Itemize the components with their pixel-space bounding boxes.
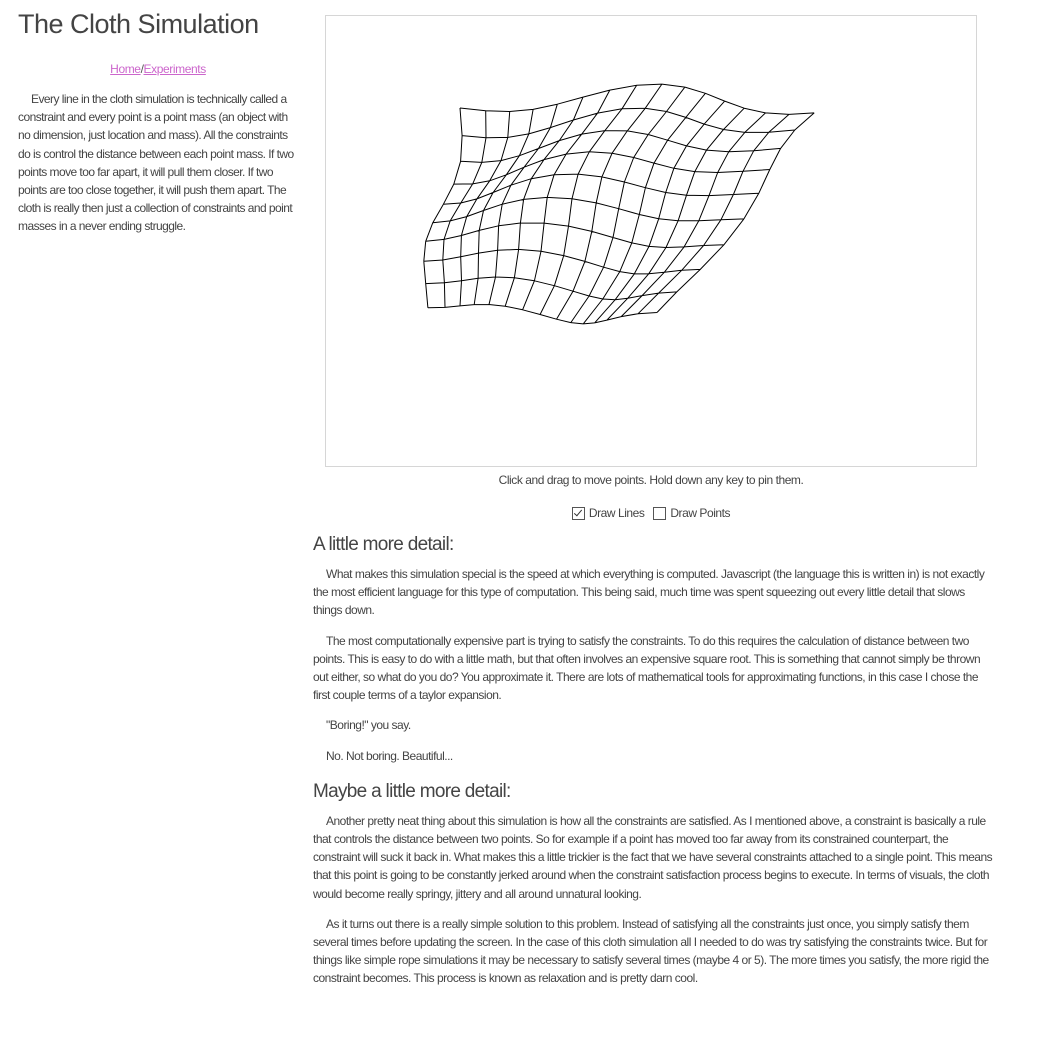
intro-text: Every line in the cloth simulation is technically called a constraint and every point is a point mass (an object with no dimension, just location and mass). All the constraints do is control the distance between each point mass. If two points move too far apart, it will pull them closer. If two points are too close together, it will push them apart. The cloth is really then just a collection of constraints and point masses in a never ending struggle. xyxy=(18,92,294,234)
draw-lines-label: Draw Lines xyxy=(588,506,645,520)
draw-options xyxy=(325,506,977,523)
section1-paragraph-3: "Boring!" you say. xyxy=(326,718,411,733)
page-title: The Cloth Simulation xyxy=(18,9,259,39)
breadcrumb xyxy=(18,62,298,76)
canvas-caption: Click and drag to move points. Hold down any key to pin them. xyxy=(498,473,804,487)
sidebar xyxy=(18,8,298,236)
section2-heading: Maybe a little more detail: xyxy=(313,780,511,802)
breadcrumb-experiments-link[interactable]: Experiments xyxy=(143,62,206,76)
breadcrumb-separator: / xyxy=(140,62,144,76)
section1-heading: A little more detail: xyxy=(313,534,454,555)
draw-points-toggle[interactable] xyxy=(653,506,730,520)
section2-paragraph-1: Another pretty neat thing about this simulation is how all the constraints are satisfied. As I mentioned above, a constraint is basically a rule that controls the distance between two points. So for example if a point has moved too far away from its constrained counterpart, the constraint will suck it back in. What makes this a little trickier is the fact that we have several constraints attached to a single point. This means that this point is going to be constantly jerked around when the constraint satisfaction process begins to execute. In terms of visuals, the cloth would become really springy, jittery and all around unnatural looking. xyxy=(313,813,993,901)
draw-points-label: Draw Points xyxy=(670,506,731,520)
cloth-mesh[interactable] xyxy=(326,16,976,466)
draw-lines-checkbox[interactable] xyxy=(572,507,585,520)
section1-paragraph-4: No. Not boring. Beautiful... xyxy=(326,748,453,763)
section1-paragraph-1: What makes this simulation special is the speed at which everything is computed. Javascript (the language this is written in) is not exactly the most efficient language for this type of computation. This being said, much time was spent squeezing out every little detail that slows things down. xyxy=(313,567,985,618)
section1-paragraph-2: The most computationally expensive part is trying to satisfy the constraints. To do this requires the calculation of distance between two points. This is easy to do with a little math, but that often involves an expensive square root. This is something that cannot simply be thrown out either, so what do you do? You approximate it. There are lots of mathematical tools for approximating functions, in this case I chose the first couple terms of a taylor expansion. xyxy=(313,633,981,703)
main-content xyxy=(313,532,993,1000)
draw-lines-toggle[interactable] xyxy=(572,506,645,520)
cloth-constraints[interactable] xyxy=(424,84,814,324)
cloth-canvas[interactable] xyxy=(325,15,977,467)
breadcrumb-home-link[interactable]: Home xyxy=(110,62,141,76)
draw-points-checkbox[interactable] xyxy=(653,507,666,520)
section2-paragraph-2: As it turns out there is a really simple solution to this problem. Instead of satisfying all the constraints just once, you simply satisfy them several times before updating the screen. In the case of this cloth simulation all I needed to do was try satisfying the constraints twice. But for things like simple rope simulations it may be necessary to satisfy several times (maybe 4 or 5). The more times you satisfy, the more rigid the constraint becomes. This process is known as relaxation and is pretty darn cool. xyxy=(313,916,989,986)
